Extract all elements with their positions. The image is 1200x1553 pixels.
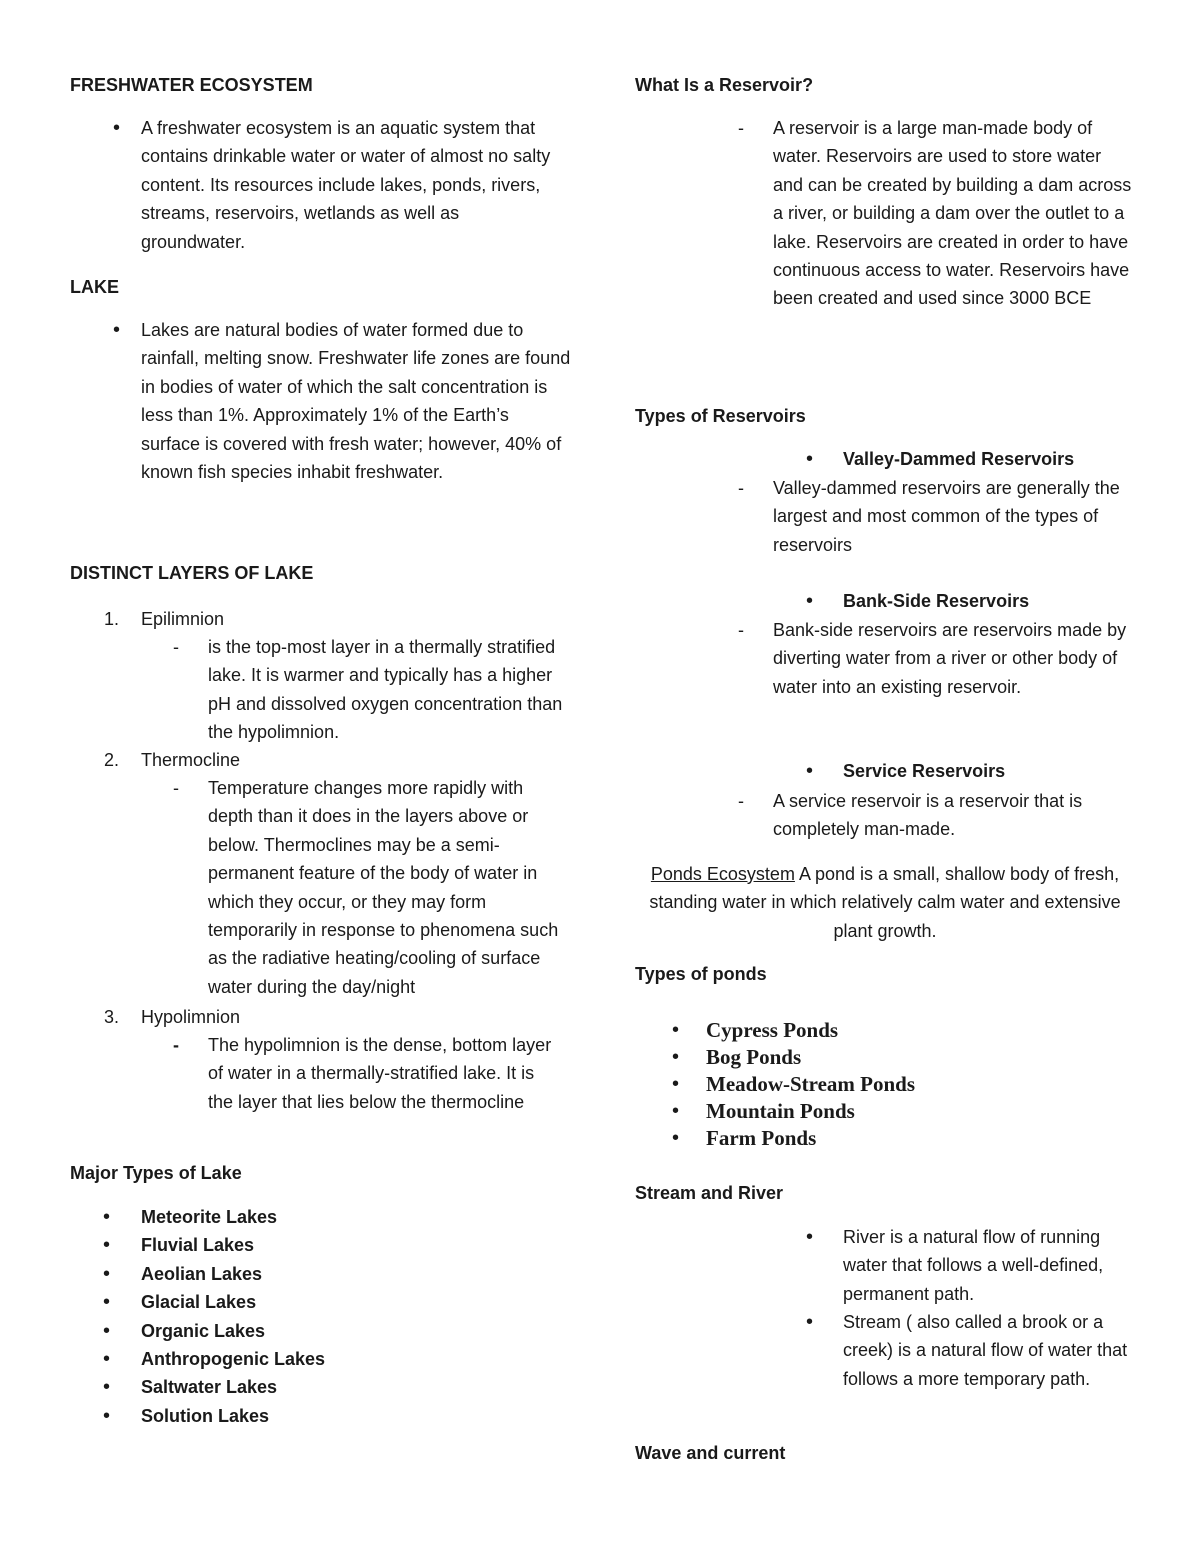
layer-desc: The hypolimnion is the dense, bottom layer of water in a thermally-stratified lake. It is the layer that lies below the thermocline: [208, 1035, 552, 1112]
reservoir-heading: What Is a Reservoir?: [635, 75, 814, 95]
layer-number: 3.: [104, 1007, 120, 1027]
pond-types-heading: Types of ponds: [635, 964, 767, 984]
pond-type: Meadow-Stream Ponds: [706, 1072, 916, 1096]
stream-heading: Stream and River: [635, 1183, 784, 1203]
stream-text: Stream ( also called a brook or a creek) is a natural flow of water that follows a more temporary path.: [843, 1312, 1128, 1389]
bullet-icon: •: [113, 117, 121, 139]
bullet-icon: •: [103, 1319, 111, 1342]
major-types-heading: Major Types of Lake: [70, 1163, 242, 1183]
reservoir-types-heading: Types of Reservoirs: [635, 406, 806, 426]
dash-icon: -: [173, 1035, 179, 1055]
reservoir-type-desc: Valley-dammed reservoirs are generally the largest and most common of the types of reservoirs: [773, 478, 1120, 555]
bullet-icon: •: [103, 1347, 111, 1370]
pond-type: Mountain Ponds: [706, 1099, 855, 1123]
bullet-icon: •: [103, 1291, 111, 1314]
bullet-icon: •: [672, 1100, 680, 1122]
river-text: River is a natural flow of running water that follows a well-defined, permanent path.: [843, 1227, 1104, 1304]
reservoir-type-name: Valley-Dammed Reservoirs: [843, 449, 1075, 469]
reservoir-type-desc: A service reservoir is a reservoir that is completely man-made.: [773, 791, 1083, 840]
lake-text: Lakes are natural bodies of water formed due to rainfall, melting snow. Freshwater life zones are found in bodies of water of which the salt concentration is less than 1%. Approximately 1% of the Earth’s surface is covered with fresh water; however, 40% of known fish species inhabit freshwater.: [141, 320, 571, 483]
dash-icon: -: [173, 778, 179, 798]
layer-number: 1.: [104, 609, 120, 629]
bullet-icon: •: [806, 1226, 814, 1248]
pond-type: Bog Ponds: [706, 1045, 802, 1069]
bullet-icon: •: [103, 1234, 111, 1257]
lake-type: Anthropogenic Lakes: [141, 1348, 326, 1369]
layer-name: Hypolimnion: [141, 1007, 241, 1027]
bullet-icon: •: [672, 1046, 680, 1068]
bullet-icon: •: [806, 590, 814, 612]
freshwater-heading: FRESHWATER ECOSYSTEM: [70, 75, 313, 95]
reservoir-type-desc: Bank-side reservoirs are reservoirs made by diverting water from a river or other body of water into an existing reservoir.: [773, 620, 1127, 697]
layer-number: 2.: [104, 750, 120, 770]
layer-desc: Temperature changes more rapidly with depth than it does in the layers above or below. Thermoclines may be a semi-permanent feature of the body of water in which they occur, or they may form temporarily in response to phenomena such as the radiative heating/cooling of surface water during the day/night: [208, 778, 559, 997]
dash-icon: -: [738, 791, 744, 811]
bullet-icon: •: [672, 1019, 680, 1041]
lake-type: Fluvial Lakes: [141, 1235, 255, 1256]
ponds-paragraph: [630, 860, 1140, 945]
layer-name: Thermocline: [141, 750, 241, 770]
layers-heading: DISTINCT LAYERS OF LAKE: [70, 563, 314, 583]
lake-type: Saltwater Lakes: [141, 1377, 278, 1398]
lake-type: Glacial Lakes: [141, 1292, 257, 1313]
bullet-icon: •: [806, 1311, 814, 1333]
dash-icon: -: [738, 118, 744, 138]
reservoir-type-name: Bank-Side Reservoirs: [843, 591, 1030, 611]
ponds-title: Ponds Ecosystem: [650, 864, 795, 884]
dash-icon: -: [738, 478, 744, 498]
pond-type: Cypress Ponds: [706, 1018, 839, 1042]
bullet-icon: •: [806, 760, 814, 782]
freshwater-text: A freshwater ecosystem is an aquatic system that contains drinkable water or water of almost no salty content. Its resources include lakes, ponds, rivers, streams, reservoirs, wetlands as well as groundwater.: [141, 118, 551, 252]
reservoir-type-name: Service Reservoirs: [843, 761, 1006, 781]
dash-icon: -: [173, 637, 179, 657]
reservoir-text: A reservoir is a large man-made body of water. Reservoirs are used to store water and can be created by building a dam across a river, or building a dam over the outlet to a lake. Reservoirs are created in order to have continuous access to water. Reservoirs have been created and used since 3000 BCE: [773, 118, 1132, 309]
bullet-icon: •: [806, 448, 814, 470]
bullet-icon: •: [113, 319, 121, 341]
dash-icon: -: [738, 620, 744, 640]
ponds-text: A pond is a small, shallow body of fresh, standing water in which relatively calm water and extensive plant growth.: [649, 864, 1121, 941]
lake-type: Aeolian Lakes: [141, 1263, 263, 1284]
bullet-icon: •: [672, 1073, 680, 1095]
wave-heading: Wave and current: [635, 1443, 786, 1463]
pond-type: Farm Ponds: [706, 1126, 817, 1150]
lake-heading: LAKE: [70, 277, 119, 297]
bullet-icon: •: [103, 1262, 111, 1285]
bullet-icon: •: [103, 1206, 111, 1228]
bullet-icon: •: [103, 1404, 111, 1427]
layer-desc: is the top-most layer in a thermally stratified lake. It is warmer and typically has a higher pH and dissolved oxygen concentration than the hypolimnion.: [208, 637, 563, 743]
lake-type: Organic Lakes: [141, 1320, 266, 1341]
lake-type: Solution Lakes: [141, 1405, 270, 1426]
bullet-icon: •: [103, 1376, 111, 1399]
lake-type: Meteorite Lakes: [141, 1207, 278, 1227]
layer-name: Epilimnion: [141, 609, 225, 629]
bullet-icon: •: [672, 1127, 680, 1149]
